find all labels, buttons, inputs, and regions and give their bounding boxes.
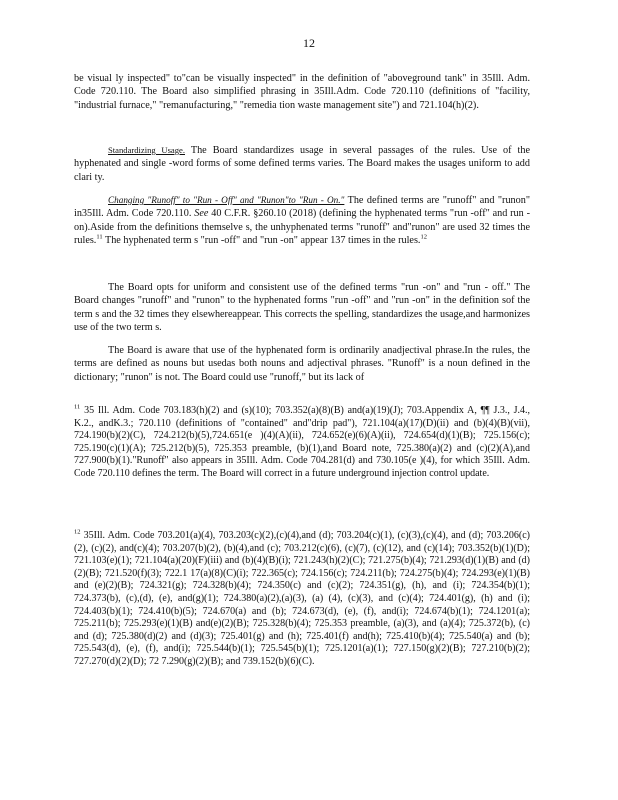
footnote-number: 12 (74, 528, 81, 536)
paragraph-text: The defined terms are "runoff" and "runon" in35Ill. Adm. Code 720.110. (74, 195, 530, 220)
paragraph-text: 40 C.F.R. §260.10 (2018) (defining the hyphenated terms "run -off" and run -on).Aside from the definitions themselve s, the unhyphenated terms "runoff" and"runon" are used 32 times the rules. (74, 208, 530, 247)
citation-signal-see: See (194, 208, 209, 220)
footnote-reference-11: 11 (96, 233, 103, 241)
paragraph-text: The Board opts for uniform and consistent use of the defined terms "run -on" and "run - off." The Board changes "runoff" and "runon" to the hyphenated forms "run -off" and "run -on" in the definition sof the term s and the 32 times they elsewhereappear. This corrects the spelling, standardizes the usage,and harmonizes use of the two term s. (74, 282, 530, 334)
paragraph-text: be visual ly inspected" to"can be visually inspected" in the definition of "aboveground tank" in 35Ill. Adm. Code 720.110. The Board also simplified phrasing in 35Ill.Adm. Code 720.110 (definitions of "facility, "industrial furnace," "remanufacturing," "remedia tion waste management site") and 721.104(h)(2). (74, 73, 530, 111)
footnote-reference-12: 12 (420, 233, 427, 241)
footnote-text: 35Ill. Adm. Code 703.201(a)(4), 703.203(c)(2),(c)(4),and (d); 703.204(c)(1), (c)(3),(c)(4), and (d); 703.206(c)(2), (c)(2), and(c)(4); 703.207(b)(2), (b)(4),and (c); 703.212(c)(6), (c)(7), (c)(12), and (c)(14); 703.352(b)(1)(D); 721.103(e)(1); 721.104(a)(20)(F)(iii) and (b)(4)(B)(i); 721.243(h)(2)(C); 721.275(b)(4); 721.293(d)(1)(B) and (d)(2)(B); 721.520(f)(3); 722.1 17(a)(8)(C)(i); 722.365(c); 724.156(c); 724.211(b); 724.275(b)(4); 724.293(e)(1)(B) and (e)(2)(B); 724.321(g); 724.328(b)(4); 724.350(c) and (c)(2); 724.351(g), (h), and (i); 724.354(b)(1); 724.373(b), (c),(d), (e), and(g)(1); 724.380(a)(2),(a)(3), (a) (4), (c)(3), and (c)(4); 724.401(g), (h) and (i); 724.403(b)(1); 724.410(b)(5); 724.670(a) and (b); 724.673(d), (e), (f), and(i); 724.674(b)(1); 724.1201(a); 725.211(b); 725.293(e)(1)(B) and(e)(2)(B); 725.328(b)(4); 725.353 preamble, (a)(3), and (a)(4); 725.372(b), (c) and (d); 725.380(d)(2) and (d)(3); 725.401(g) and (h); 725.401(f) and(h); 725.410(b)(4); 725.540(a) and (b); 725.543(d), (e), (f), and(i); 725.544(b)(1); 725.545(b)(1); 725.1201(a)(1); 727.150(g)(2)(B); 727.210(b)(2); 727.270(d)(2)(D); 72 7.290(g)(2)(B); and 739.152(b)(6)(C). (74, 530, 530, 667)
body-paragraph-5 (74, 344, 530, 384)
footnote-11 (74, 405, 530, 481)
footnote-text: 35 Ill. Adm. Code 703.183(h)(2) and (s)(10); 703.352(a)(8)(B) and(a)(19)(J); 703.Appendix A, ¶¶ J.3., J.4., K.2., andK.3.; 720.110 (definitions of "contained" and"drip pad"), 721.104(a)(17)(D)(ii) and (b)(4)(B)(vii), 724.190(b)(2)(C), 724.212(b)(5),724.651(e )(4)(A)(ii), 724.652(e)(6)(A)(ii), 724.654(d)(1)(B); 725.156(c); 725.190(c)(1)(A); 725.212(b)(5), 725.353 preamble, (b)(1),and Board note, 725.380(a)(2) and (c)(2)(A),and 727.900(b)(1)."Runoff" also appears in 35Ill. Adm. Code 704.281(d) and 730.105(e )(4), for which 35Ill. Adm. Code 720.110 defines the term. The Board will correct in a future underground injection control update. (74, 405, 531, 479)
paragraph-standardizing-usage (74, 144, 530, 184)
footnote-12 (74, 530, 530, 669)
paragraph-text: The Board standardizes usage in several passages of the rules. Use of the hyphenated and single -word forms of some defined terms varies. The Board makes the usages uniform to add clari ty. (74, 145, 530, 183)
body-paragraph-4 (74, 281, 530, 335)
section-heading-changing-runoff: Changing "Runoff" to "Run - Off" and "Runon"to "Run - On." (108, 195, 345, 205)
page-number: 12 (303, 36, 315, 50)
paragraph-text: The hyphenated term s "run -off" and "run -on" appear 137 times in the rules. (102, 235, 421, 247)
footnote-number: 11 (74, 403, 81, 411)
body-paragraph-1 (74, 72, 530, 112)
body-paragraph-3 (74, 194, 530, 248)
section-heading-standardizing-usage: Standardizing Usage. (108, 145, 185, 155)
body-paragraph-2 (74, 144, 530, 184)
paragraph-changing-runoff (74, 194, 530, 248)
paragraph-text: The Board is aware that use of the hyphenated form is ordinarily anadjectival phrase.In the rules, the terms are defined as nouns but usedas both nouns and adjectival phrases. "Runoff" is a noun defined in the dictionary; "runon" is not. The Board could use "runoff," but its lack of (74, 345, 530, 383)
